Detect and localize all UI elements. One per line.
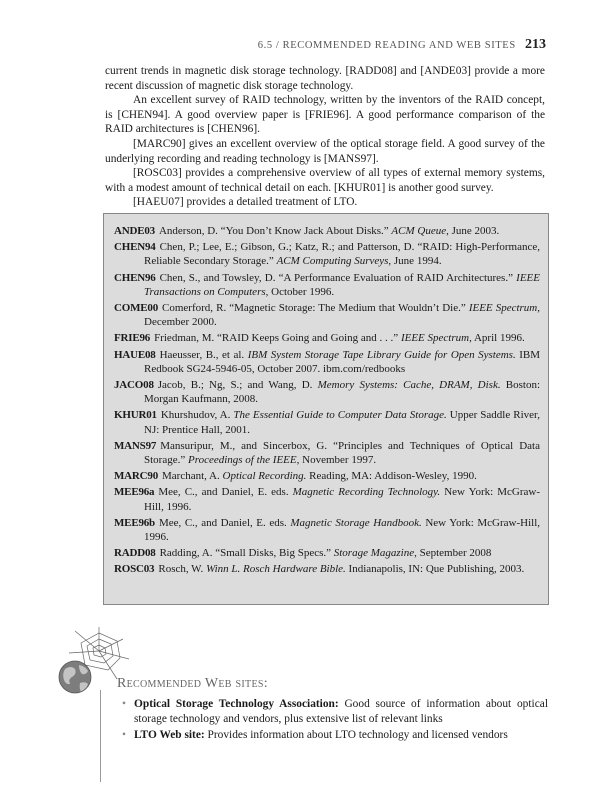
reference-entry <box>114 240 540 268</box>
reference-title: IEEE Spectrum <box>468 302 538 315</box>
reference-key: RADD08 <box>114 547 156 560</box>
web-site-name: Optical Storage Technology Association: <box>134 698 339 710</box>
intro-paragraph: [MARC90] gives an excellent overview of the optical storage field. A good survey of the underlying recording and reading technology is [MANS97]. <box>105 137 545 165</box>
web-site-description: Provides information about LTO technology and licensed vendors <box>204 729 508 742</box>
reference-entry <box>114 516 540 544</box>
web-sites-heading: Recommended Web sites: <box>117 676 268 691</box>
reference-title: The Essential Guide to Computer Data Storage. <box>233 409 447 422</box>
reference-entry <box>114 562 540 576</box>
reference-key: FRIE96 <box>114 332 151 345</box>
reference-key: CHEN96 <box>114 271 156 284</box>
reference-entry <box>114 224 540 238</box>
intro-paragraph: [HAEU07] provides a detailed treatment of LTO. <box>133 196 358 209</box>
reference-key: KHUR01 <box>114 409 157 422</box>
reference-text: Reading, MA: Addison-Wesley, 1990. <box>306 470 477 483</box>
reference-entry <box>114 469 540 483</box>
reference-entry <box>114 546 540 560</box>
reference-title: IBM System Storage Tape Library Guide for Open Systems. <box>247 348 516 361</box>
reference-text: New York: McGraw-Hill, 1996. <box>144 486 540 513</box>
web-site-name: LTO Web site: <box>134 729 205 742</box>
reference-text: Mansuripur, M., and Sincerbox, G. “Principles and Techniques of Optical Data Storage.” <box>144 439 540 467</box>
reference-key: MEE96b <box>114 516 155 529</box>
reference-text: , June 2003. <box>446 225 500 237</box>
reference-title: Magnetic Storage Handbook. <box>290 516 422 529</box>
reference-text: Khurshudov, A. <box>160 409 234 422</box>
reference-entry <box>114 378 540 406</box>
reference-entry <box>114 485 540 513</box>
reference-key: ROSC03 <box>114 563 155 576</box>
list-item <box>122 697 548 726</box>
intro-text <box>105 64 545 210</box>
bullet-icon: • <box>122 729 126 742</box>
reference-title: ACM Computing Surveys <box>276 255 389 268</box>
web-site-description: Good source of information about optical storage technology and vendors, plus extensive list of relevant links <box>134 698 548 725</box>
reference-text: , November 1997. <box>296 454 377 467</box>
reference-key: MANS97 <box>114 439 157 452</box>
reference-entry <box>114 271 540 299</box>
reference-text: New York: McGraw-Hill, 1996. <box>144 516 541 544</box>
spider-web-globe-icon <box>55 625 135 705</box>
list-item <box>122 728 548 743</box>
section-title: 6.5 / RECOMMENDED READING AND WEB SITES <box>257 40 516 51</box>
intro-paragraph: current trends in magnetic disk storage technology. [RADD08] and [ANDE03] provide a more recent discussion of magnetic disk storage technology. <box>105 65 545 92</box>
reference-text: , September 2008 <box>414 547 492 560</box>
reference-text: Radding, A. “Small Disks, Big Specs.” <box>159 547 334 560</box>
reference-key: HAUE08 <box>114 348 156 361</box>
reference-key: JACO08 <box>114 379 154 392</box>
reference-text: Anderson, D. “You Don’t Know Jack About Disks.” <box>158 225 392 237</box>
reference-title: ACM Queue <box>391 225 447 237</box>
reference-text: Mee, C., and Daniel, E. eds. <box>158 486 293 499</box>
reference-key: MEE96a <box>114 486 155 499</box>
reference-text: Mee, C., and Daniel, E. eds. <box>158 516 291 529</box>
reference-text: , October 1996. <box>265 285 335 298</box>
reference-text: Friedman, M. “RAID Keeps Going and Going and . . .” <box>154 332 401 345</box>
reference-title: Winn L. Rosch Hardware Bible. <box>206 563 346 576</box>
reference-text: Marchant, A. <box>162 470 223 483</box>
page-number: 213 <box>525 37 546 52</box>
reference-entry <box>114 439 540 467</box>
reference-text: , June 1994. <box>388 255 442 268</box>
reference-entry <box>114 348 540 376</box>
reference-entry <box>114 331 540 345</box>
reference-text: , December 2000. <box>144 302 541 329</box>
reference-title: Storage Magazine <box>333 547 415 560</box>
reference-key: CHEN94 <box>114 241 156 254</box>
reference-entry <box>114 408 540 436</box>
reference-key: COME00 <box>114 302 159 315</box>
intro-paragraph: [ROSC03] provides a comprehensive overview of all types of external memory systems, with a modest amount of technical detail on each. [KHUR01] is another good survey. <box>105 167 545 194</box>
reference-text: Jacob, B.; Ng, S.; and Wang, D. <box>157 379 318 392</box>
reference-text: Upper Saddle River, NJ: Prentice Hall, 2001. <box>144 409 540 436</box>
reference-text: Haeusser, B., et al. <box>159 348 248 361</box>
reference-text: Chen, S., and Towsley, D. “A Performance Evaluation of RAID Architectures.” <box>159 271 517 284</box>
web-sites-list <box>122 697 548 745</box>
reference-text: IBM Redbook SG24-5946-05, October 2007. ibm.com/redbooks <box>144 348 540 375</box>
running-head <box>258 37 546 53</box>
reference-title: Memory Systems: Cache, DRAM, Disk. <box>317 379 501 392</box>
intro-paragraph: An excellent survey of RAID technology, written by the inventors of the RAID concept, is [CHEN94]. A good overview paper is [FRIE96]. A good performance comparison of the RAID architectures is [CHEN96]. <box>105 94 545 136</box>
reference-title: Magnetic Recording Technology. <box>292 486 441 499</box>
reference-list-box <box>103 213 549 605</box>
bullet-icon: • <box>122 698 126 710</box>
reference-title: IEEE Spectrum <box>400 332 470 345</box>
margin-rule <box>100 690 101 782</box>
reference-title: Optical Recording. <box>222 470 307 483</box>
reference-text: Indianapolis, IN: Que Publishing, 2003. <box>345 563 525 576</box>
reference-text: Comerford, R. “Magnetic Storage: The Medium that Wouldn’t Die.” <box>162 302 469 315</box>
reference-entry <box>114 301 540 329</box>
reference-key: MARC90 <box>114 470 159 483</box>
reference-text: Rosch, W. <box>158 563 207 576</box>
reference-text: Boston: Morgan Kaufmann, 2008. <box>144 379 540 406</box>
reference-title: Proceedings of the IEEE <box>187 454 297 467</box>
reference-text: , April 1996. <box>469 332 525 345</box>
reference-key: ANDE03 <box>114 225 155 237</box>
reference-title: IEEE Transactions on Computers <box>144 271 540 298</box>
reference-text: Chen, P.; Lee, E.; Gibson, G.; Katz, R.; and Patterson, D. “RAID: High-Performance, Reliable Secondary Storage.” <box>144 241 540 268</box>
